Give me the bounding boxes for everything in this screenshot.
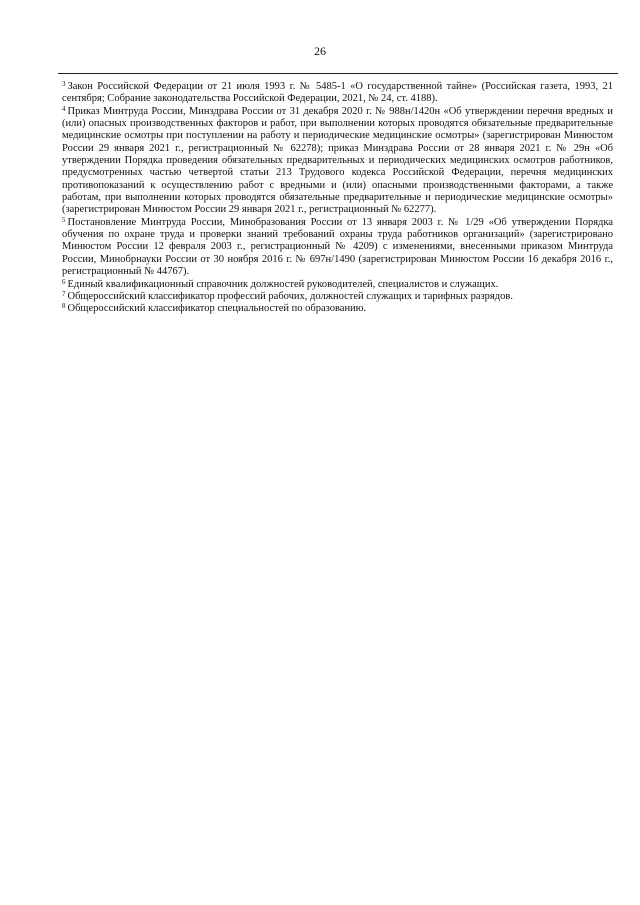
footnote-text: Приказ Минтруда России, Минздрава России от 31 декабря 2020 г. № 988н/1420н «Об утверждении перечня вредных и (или) опасных производственных факторов и работ, при выполнении которых проводятся обязательные предварительные медицинские осмотры при поступлении на работу и периодические медицинские осмотры» (зарегистрирован Минюстом России 29 января 2021 г., регистрационный № 62278); приказ Минздрава России от 28 января 2021 г. № 29н «Об утверждении Порядка проведения обязательных предварительных и периодических медицинских осмотров работников, предусмотренных частью четвертой статьи 213 Трудового кодекса Российской Федерации, перечня медицинских противопоказаний к осуществлению работ с вредными и (или) опасными производственными факторами, а также работам, при выполнении которых проводятся обязательные предварительные и периодические медицинские осмотры» (зарегистрирован Минюстом России 29 января 2021 г., регистрационный № 62277).	[62, 105, 613, 216]
footnote-text: Общероссийский классификатор специальностей по образованию.	[67, 303, 367, 315]
footnote-text: Постановление Минтруда России, Минобразования России от 13 января 2003 г. № 1/29 «Об утверждении Порядка обучения по охране труда и проверки знаний требований охраны труда работников организаций» (зарегистрировано Минюстом России 12 февраля 2003 г., регистрационный № 4209) с изменениями, внесенными приказом Минтруда России, Минобрнауки России от 30 ноября 2016 г. № 697н/1490 (зарегистрирован Минюстом России 16 декабря 2016 г., регистрационный № 44767).	[62, 216, 613, 278]
footnote-6	[62, 279, 613, 291]
footnote-text: Единый квалификационный справочник должностей руководителей, специалистов и служащих.	[67, 278, 499, 290]
footnote-marker: 8	[62, 302, 66, 311]
footnote-4	[62, 106, 613, 217]
footnote-marker: 5	[62, 215, 66, 224]
footnote-marker: 3	[62, 80, 66, 88]
footnote-marker: 4	[62, 104, 66, 113]
footnote-text: Закон Российской Федерации от 21 июля 1993 г. № 5485-1 «О государственной тайне» (Российская газета, 1993, 21 сентября; Собрание законодательства Российской Федерации, 2021, № 24, ст. 4188).	[62, 81, 613, 105]
footnotes-section	[62, 81, 613, 316]
footnote-marker: 6	[62, 277, 66, 286]
footnote-5	[62, 217, 613, 279]
page-number: 26	[314, 44, 326, 58]
footnote-text: Общероссийский классификатор профессий рабочих, должностей служащих и тарифных разрядов.	[67, 290, 513, 302]
footnote-separator-rule	[58, 73, 618, 74]
footnote-marker: 7	[62, 289, 66, 298]
footnote-8	[62, 303, 613, 315]
footnote-3	[62, 81, 613, 106]
footnote-7	[62, 291, 613, 303]
